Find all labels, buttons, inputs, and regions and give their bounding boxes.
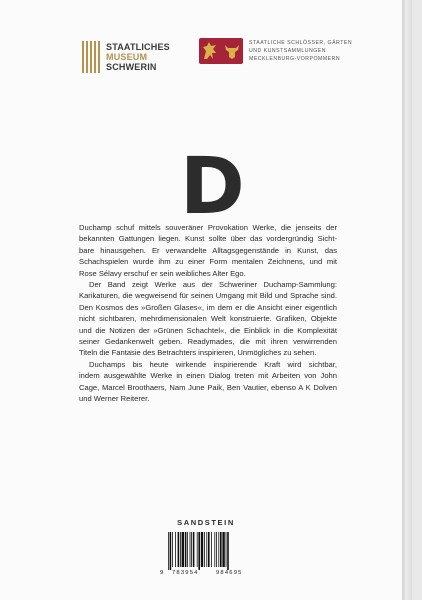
barcode-number xyxy=(160,570,260,576)
text-line: und Werner Reiterer. xyxy=(79,394,150,404)
barcode-bar xyxy=(220,532,222,567)
barcode-right-digits: 984695 xyxy=(216,570,243,576)
schloesser-logo-line-3: MECKLENBURG-VORPOMMERN xyxy=(249,56,341,62)
barcode-bar xyxy=(204,532,205,567)
paragraph-1 xyxy=(79,222,337,279)
barcode-lead-digit: 9 xyxy=(160,570,164,576)
schloesser-logo xyxy=(199,38,352,64)
museum-logo xyxy=(82,39,170,75)
barcode-bar xyxy=(180,532,181,567)
griffin-icon xyxy=(201,41,219,61)
text-line: seiner Gedankenwelt geben. Readymades, die mit ihren verwirrenden xyxy=(79,337,337,347)
barcode-bar xyxy=(172,532,173,567)
text-line: Schachspielen wurde ihm zu einer Form mentalen Zeichnens, und mit xyxy=(79,257,337,267)
barcode-bar xyxy=(198,532,200,570)
barcode-bar xyxy=(178,532,180,567)
paragraph-2 xyxy=(79,279,337,359)
barcode-bar xyxy=(191,532,192,567)
barcode-bar xyxy=(175,532,176,567)
initial-letter: D xyxy=(180,142,245,232)
schloesser-logo-line-1: STAATLICHE SCHLÖSSER, GÄRTEN xyxy=(249,40,353,46)
schloesser-logo-text xyxy=(249,39,352,63)
museum-logo-line-3: SCHWERIN xyxy=(106,62,157,72)
museum-logo-text xyxy=(106,42,170,72)
barcode-bar xyxy=(222,532,224,567)
text-line: Der Band zeigt Werke aus der Schweriner Duchamp-Sammlung: xyxy=(89,280,337,290)
isbn-barcode-icon xyxy=(167,532,253,570)
barcode-bar xyxy=(193,532,195,567)
spine-edge xyxy=(402,0,412,600)
text-line: indem ausgewählte Werke in einen Dialog treten mit Arbeiten von John xyxy=(79,371,337,381)
griffin-bull-crest-icon xyxy=(199,38,243,64)
text-line: nicht sichtbaren, mehrdimensionalen Welt konstruierte. Grafiken, Objekte xyxy=(79,314,337,324)
text-line: Den Kosmos des »Großen Glases«, im dem er die Ansicht einer eigentlich xyxy=(79,302,337,312)
barcode-bar xyxy=(208,532,210,567)
schloesser-logo-line-2: UND KUNSTSAMMLUNGEN xyxy=(249,48,326,54)
text-line: Duchamps bis heute wirkende inspirierende Kraft wird sichtbar, xyxy=(89,359,337,369)
text-line: bekannten Gattungen liegen. Kunst sollte über das vordergründig Sicht- xyxy=(79,234,337,244)
text-line: Titeln die Fantasie des Betrachters inspirieren, Unmögliches zu sehen. xyxy=(79,348,317,358)
barcode-bar xyxy=(214,532,215,567)
barcode-left-digits: 783954 xyxy=(172,570,199,576)
text-line: bare hinausgehen. Er verwandelte Alltagsgegenstände in Kunst, das xyxy=(79,245,337,255)
barcode-bar xyxy=(185,532,187,567)
barcode-bar xyxy=(226,532,227,567)
barcode-bar xyxy=(216,532,217,567)
text-line: Karikaturen, die wegweisend für seinen Umgang mit Bild und Sprache sind. xyxy=(79,291,337,301)
barcode-bar xyxy=(182,532,184,567)
barcode-bar xyxy=(187,532,188,567)
barcode-bar xyxy=(197,532,198,567)
paragraph-3 xyxy=(79,359,337,405)
museum-logo-bars-icon xyxy=(82,41,100,73)
barcode-bar xyxy=(206,532,207,567)
publisher-name: SANDSTEIN xyxy=(177,518,235,527)
barcode-bar xyxy=(211,532,212,567)
barcode-bar xyxy=(170,532,172,570)
museum-logo-line-2: MUSEUM xyxy=(106,52,148,62)
text-line: Duchamp schuf mittels souveräner Provokation Werke, die jenseits der xyxy=(79,223,337,232)
barcode-bar xyxy=(168,532,169,570)
text-line: Cage, Marcel Broothaers, Nam June Paik, Ben Vautier, ebenso A K Dolven xyxy=(79,382,337,392)
text-line: Rose Sélavy erschuf er sein weibliches Alter Ego. xyxy=(79,268,246,278)
barcode-bar xyxy=(227,532,229,570)
barcode-bar xyxy=(218,532,219,567)
blurb-text xyxy=(79,222,337,405)
barcode-bar xyxy=(201,532,203,567)
text-line: und die Notizen der »Grünen Schachtel«, die Einblick in die Komplexität xyxy=(79,325,337,335)
bull-head-icon xyxy=(223,41,241,61)
barcode-bar xyxy=(190,532,191,567)
museum-logo-line-1: STAATLICHES xyxy=(106,42,170,52)
